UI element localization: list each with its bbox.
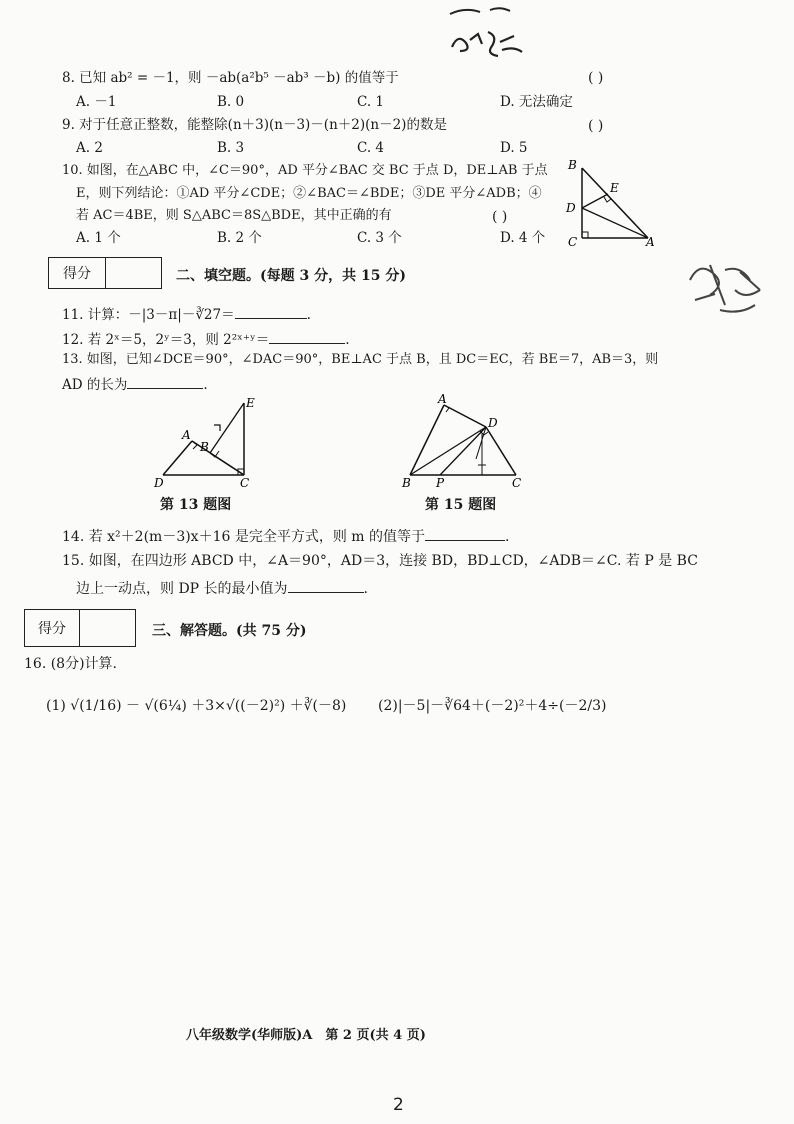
q14-line: 14. 若 x²＋2(m－3)x＋16 是完全平方式，则 m 的值等于 .	[62, 529, 510, 545]
q9-option-a: A. 2	[76, 140, 103, 156]
q15-line2-wrap: 边上一动点，则 DP 长的最小值为 .	[76, 581, 368, 597]
q10-line1: 10. 如图，在△ABC 中，∠C＝90°，AD 平分∠BAC 交 BC 于点 D，DE⊥AB 于点	[62, 163, 548, 178]
q10-label-e: E	[610, 181, 619, 195]
q11-answer-blank[interactable]	[235, 306, 307, 319]
solve-score-box	[24, 609, 136, 647]
q10-option-b: B. 2 个	[217, 230, 262, 246]
q8-option-d: D. 无法确定	[500, 94, 573, 110]
q9-option-b: B. 3	[217, 140, 245, 156]
q9-stem: 9. 对于任意正整数，能整除(n＋3)(n－3)－(n＋2)(n－2)的数是	[62, 117, 447, 133]
q12-text: 12. 若 2ˣ＝5，2ʸ＝3，则 2²ˣ⁺ʸ＝	[62, 332, 270, 348]
fill-in-score-label: 得分	[49, 258, 106, 288]
q8-option-b: B. 0	[217, 94, 245, 110]
q13-figure	[150, 393, 268, 488]
q16-part1: (1) √(1/16) － √(6¼) ＋3×√((－2)²) ＋∛(－8)	[46, 698, 347, 714]
q10-figure	[560, 156, 660, 248]
q15-answer-blank[interactable]	[288, 580, 364, 593]
page-footer: 八年级数学(华师版)A 第 2 页(共 4 页)	[186, 1028, 426, 1043]
q13-label-c: C	[240, 476, 250, 488]
q13-label-a: A	[182, 428, 191, 442]
q9-option-c: C. 4	[357, 140, 385, 156]
q15-label-b: B	[402, 476, 411, 488]
q15-figure	[400, 393, 530, 488]
q13-line1: 13. 如图，已知∠DCE＝90°，∠DAC＝90°，BE⊥AC 于点 B，且 DC＝EC，若 BE＝7，AB＝3，则	[62, 352, 659, 367]
q12-line: 12. 若 2ˣ＝5，2ʸ＝3，则 2²ˣ⁺ʸ＝ .	[62, 332, 350, 348]
q8-answer-paren: ( )	[588, 70, 604, 86]
q15-line1: 15. 如图，在四边形 ABCD 中，∠A＝90°，AD＝3，连接 BD，BD⊥CD，∠ADB＝∠C. 若 P 是 BC	[62, 553, 698, 569]
q13-answer-blank[interactable]	[127, 376, 203, 389]
q10-line2: E，则下列结论：①AD 平分∠CDE；②∠BAC＝∠BDE；③DE 平分∠ADB；④	[76, 186, 542, 201]
q15-figure-caption: 第 15 题图	[425, 497, 497, 513]
q11-line: 11. 计算：－|3－π|－∛27＝ .	[62, 307, 311, 323]
q14-text: 14. 若 x²＋2(m－3)x＋16 是完全平方式，则 m 的值等于	[62, 529, 426, 545]
q11-text: 11. 计算：－|3－π|－∛27＝	[62, 307, 235, 323]
q10-option-c: C. 3 个	[357, 230, 402, 246]
solve-section-title: 三、解答题。(共 75 分)	[152, 623, 307, 639]
q13-line2: AD 的长为	[62, 377, 128, 393]
q10-label-a: A	[646, 235, 655, 248]
q9-answer-paren: ( )	[588, 118, 604, 134]
q10-label-b: B	[568, 158, 577, 172]
handwriting-smudge-right	[680, 250, 780, 335]
q9-option-d: D. 5	[500, 140, 528, 156]
q13-label-e: E	[246, 396, 255, 410]
q15-label-c: C	[512, 476, 522, 488]
q13-label-b: B	[200, 440, 209, 454]
q13-line2-wrap: AD 的长为 .	[62, 377, 208, 393]
handwriting-scribble-top	[440, 2, 540, 57]
q10-option-a: A. 1 个	[76, 230, 121, 246]
fill-in-section-title: 二、填空题。(每题 3 分，共 15 分)	[176, 268, 406, 284]
q12-answer-blank[interactable]	[269, 331, 345, 344]
q10-answer-paren: ( )	[492, 209, 508, 225]
q13-figure-caption: 第 13 题图	[160, 497, 232, 513]
q10-label-d: D	[566, 201, 576, 215]
solve-score-blank[interactable]	[80, 610, 135, 646]
q8-stem: 8. 已知 ab² = －1，则 －ab(a²b⁵ －ab³ －b) 的值等于	[62, 70, 399, 86]
q16-part2: (2)|－5|－∛64＋(－2)²＋4÷(－2/3)	[378, 698, 607, 714]
q15-label-d: D	[488, 416, 498, 430]
q16-title: 16. (8分)计算.	[24, 656, 117, 672]
q15-label-p: P	[436, 476, 445, 488]
q15-line2: 边上一动点，则 DP 长的最小值为	[76, 581, 288, 597]
q8-option-a: A. －1	[76, 94, 117, 110]
fill-in-score-box	[48, 257, 162, 289]
q14-answer-blank[interactable]	[425, 528, 505, 541]
q10-line3: 若 AC＝4BE，则 S△ABC＝8S△BDE，其中正确的有	[76, 208, 392, 223]
page-number: 2	[393, 1095, 404, 1115]
q10-option-d: D. 4 个	[500, 230, 546, 246]
q10-label-c: C	[568, 235, 578, 248]
q13-label-d: D	[154, 476, 164, 488]
solve-score-label: 得分	[25, 610, 80, 646]
q15-label-a: A	[438, 393, 447, 406]
q8-option-c: C. 1	[357, 94, 385, 110]
fill-in-score-blank[interactable]	[106, 258, 161, 288]
